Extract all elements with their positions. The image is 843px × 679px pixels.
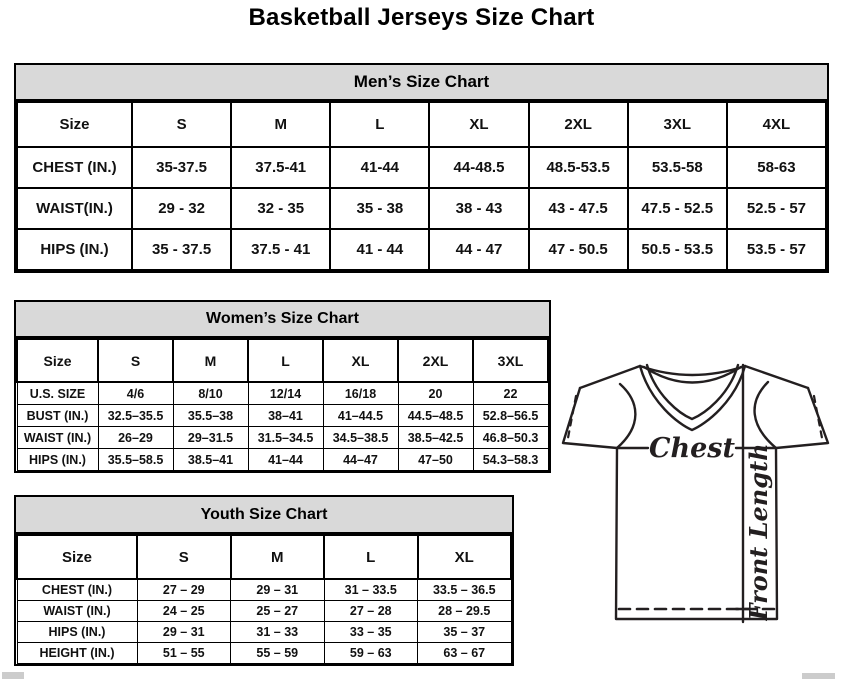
size-value-cell: 55 – 59: [231, 643, 325, 664]
jersey-right-shoulder: [745, 366, 808, 388]
size-value-cell: 47.5 - 52.5: [628, 188, 727, 229]
jersey-measurement-diagram: [556, 354, 838, 646]
size-header-xl: XL: [418, 535, 512, 579]
size-value-cell: 32 - 35: [231, 188, 330, 229]
size-value-cell: 44-48.5: [429, 147, 528, 188]
size-value-cell: 33 – 35: [324, 622, 418, 643]
table-row: [17, 229, 826, 270]
size-column-header: Size: [17, 339, 98, 382]
size-value-cell: 37.5 - 41: [231, 229, 330, 270]
size-value-cell: 41–44.5: [323, 405, 398, 427]
jersey-right-sleeve: [776, 388, 828, 448]
size-value-cell: 47–50: [398, 449, 473, 471]
size-value-cell: 52.5 - 57: [727, 188, 826, 229]
size-header-s: S: [132, 102, 231, 147]
row-label-cell: CHEST (IN.): [17, 147, 132, 188]
row-label-cell: U.S. SIZE: [17, 382, 98, 405]
size-value-cell: 27 – 29: [137, 579, 231, 601]
row-label-cell: HEIGHT (IN.): [17, 643, 137, 664]
row-label-cell: WAIST (IN.): [17, 601, 137, 622]
size-value-cell: 12/14: [248, 382, 323, 405]
size-value-cell: 35.5–58.5: [98, 449, 173, 471]
size-value-cell: 58-63: [727, 147, 826, 188]
size-value-cell: 47 - 50.5: [529, 229, 628, 270]
size-value-cell: 44–47: [323, 449, 398, 471]
womens-size-table: [16, 338, 549, 471]
size-value-cell: 22: [473, 382, 548, 405]
table-row: [17, 601, 511, 622]
size-value-cell: 29 - 32: [132, 188, 231, 229]
header-row: [17, 535, 511, 579]
table-row: [17, 147, 826, 188]
jersey-left-sleeve: [563, 388, 617, 448]
size-value-cell: 38.5–42.5: [398, 427, 473, 449]
jersey-left-shoulder: [580, 366, 640, 388]
size-value-cell: 38–41: [248, 405, 323, 427]
size-value-cell: 38 - 43: [429, 188, 528, 229]
size-header-s: S: [137, 535, 231, 579]
row-label-cell: HIPS (IN.): [17, 449, 98, 471]
size-value-cell: 34.5–38.5: [323, 427, 398, 449]
jersey-vneck-inner: [647, 365, 738, 419]
size-value-cell: 31.5–34.5: [248, 427, 323, 449]
size-value-cell: 33.5 – 36.5: [418, 579, 512, 601]
front-length-label: Front Length: [744, 443, 773, 621]
youth-size-table: [16, 534, 512, 664]
size-value-cell: 41 - 44: [330, 229, 429, 270]
jersey-left-armhole-seam: [617, 384, 635, 448]
size-header-xl: XL: [429, 102, 528, 147]
table-row: [17, 622, 511, 643]
size-value-cell: 63 – 67: [418, 643, 512, 664]
size-value-cell: 16/18: [323, 382, 398, 405]
size-header-l: L: [324, 535, 418, 579]
size-header-2xl: 2XL: [529, 102, 628, 147]
table-row: [17, 643, 511, 664]
size-value-cell: 50.5 - 53.5: [628, 229, 727, 270]
mens-chart-title: Men’s Size Chart: [16, 65, 827, 101]
size-header-l: L: [330, 102, 429, 147]
youth-size-chart-box: [14, 495, 514, 666]
size-header-4xl: 4XL: [727, 102, 826, 147]
row-label-cell: HIPS (IN.): [17, 229, 132, 270]
size-value-cell: 35-37.5: [132, 147, 231, 188]
table-row: [17, 579, 511, 601]
size-value-cell: 53.5 - 57: [727, 229, 826, 270]
size-value-cell: 28 – 29.5: [418, 601, 512, 622]
size-value-cell: 46.8–50.3: [473, 427, 548, 449]
header-row: [17, 339, 548, 382]
size-value-cell: 32.5–35.5: [98, 405, 173, 427]
jersey-right-armhole-seam: [755, 382, 776, 448]
mens-size-chart-box: [14, 63, 829, 273]
row-label-cell: WAIST(IN.): [17, 188, 132, 229]
horizontal-scrollbar-right-stub[interactable]: [802, 673, 835, 679]
size-value-cell: 54.3–58.3: [473, 449, 548, 471]
size-value-cell: 20: [398, 382, 473, 405]
size-column-header: Size: [17, 102, 132, 147]
table-row: [17, 427, 548, 449]
size-value-cell: 8/10: [173, 382, 248, 405]
size-value-cell: 41-44: [330, 147, 429, 188]
size-value-cell: 4/6: [98, 382, 173, 405]
size-value-cell: 35 - 38: [330, 188, 429, 229]
size-header-l: L: [248, 339, 323, 382]
size-value-cell: 48.5-53.5: [529, 147, 628, 188]
size-value-cell: 43 - 47.5: [529, 188, 628, 229]
table-row: [17, 188, 826, 229]
table-row: [17, 405, 548, 427]
size-header-m: M: [231, 535, 325, 579]
womens-size-chart-box: [14, 300, 551, 473]
size-header-2xl: 2XL: [398, 339, 473, 382]
size-value-cell: 52.8–56.5: [473, 405, 548, 427]
row-label-cell: BUST (IN.): [17, 405, 98, 427]
size-value-cell: 35.5–38: [173, 405, 248, 427]
size-header-s: S: [98, 339, 173, 382]
size-value-cell: 24 – 25: [137, 601, 231, 622]
row-label-cell: CHEST (IN.): [17, 579, 137, 601]
chest-label: Chest: [649, 433, 735, 464]
header-row: [17, 102, 826, 147]
horizontal-scrollbar-left-stub[interactable]: [2, 672, 24, 679]
size-value-cell: 29 – 31: [231, 579, 325, 601]
size-value-cell: 31 – 33.5: [324, 579, 418, 601]
size-header-m: M: [173, 339, 248, 382]
size-header-3xl: 3XL: [473, 339, 548, 382]
size-value-cell: 26–29: [98, 427, 173, 449]
size-column-header: Size: [17, 535, 137, 579]
size-value-cell: 29 – 31: [137, 622, 231, 643]
youth-chart-title: Youth Size Chart: [16, 497, 512, 534]
size-value-cell: 41–44: [248, 449, 323, 471]
table-row: [17, 382, 548, 405]
size-header-m: M: [231, 102, 330, 147]
row-label-cell: HIPS (IN.): [17, 622, 137, 643]
size-value-cell: 37.5-41: [231, 147, 330, 188]
size-value-cell: 38.5–41: [173, 449, 248, 471]
womens-chart-title: Women’s Size Chart: [16, 302, 549, 338]
size-value-cell: 44.5–48.5: [398, 405, 473, 427]
size-header-xl: XL: [323, 339, 398, 382]
table-row: [17, 449, 548, 471]
size-value-cell: 35 – 37: [418, 622, 512, 643]
size-value-cell: 31 – 33: [231, 622, 325, 643]
page-title: Basketball Jerseys Size Chart: [248, 4, 595, 31]
size-value-cell: 27 – 28: [324, 601, 418, 622]
size-value-cell: 25 – 27: [231, 601, 325, 622]
size-value-cell: 29–31.5: [173, 427, 248, 449]
size-value-cell: 59 – 63: [324, 643, 418, 664]
size-value-cell: 44 - 47: [429, 229, 528, 270]
size-value-cell: 35 - 37.5: [132, 229, 231, 270]
size-header-3xl: 3XL: [628, 102, 727, 147]
mens-size-table: [16, 101, 827, 271]
size-value-cell: 53.5-58: [628, 147, 727, 188]
row-label-cell: WAIST (IN.): [17, 427, 98, 449]
size-value-cell: 51 – 55: [137, 643, 231, 664]
